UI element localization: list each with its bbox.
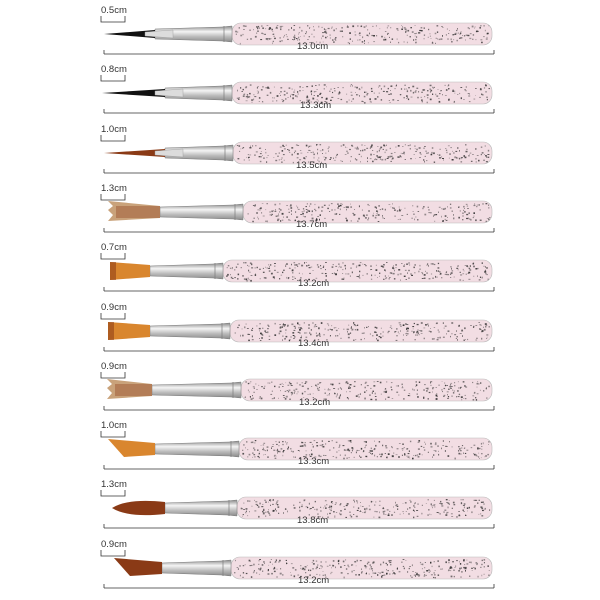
length-label: 13.2cm xyxy=(299,397,331,408)
metal-ferrule xyxy=(160,204,243,220)
glitter-handle xyxy=(241,379,492,401)
length-label: 13.7cm xyxy=(296,219,328,230)
brush-row xyxy=(0,184,600,244)
tip-bracket xyxy=(101,253,125,259)
brush-drawing xyxy=(0,421,600,481)
metal-ferrule xyxy=(150,323,230,339)
tip-size-label: 0.9cm xyxy=(101,539,127,550)
tip-bracket xyxy=(101,550,125,556)
brush-drawing xyxy=(0,480,600,540)
tip-size-label: 0.5cm xyxy=(101,5,127,16)
brush-bristles xyxy=(108,201,160,221)
tip-bracket xyxy=(101,16,125,22)
brush-drawing xyxy=(0,243,600,303)
brush-drawing xyxy=(0,6,600,66)
brush-drawing xyxy=(0,540,600,600)
metal-ferrule xyxy=(165,500,237,516)
brush-row xyxy=(0,480,600,540)
brush-drawing xyxy=(0,184,600,244)
length-label: 13.0cm xyxy=(297,41,329,52)
brush-bristles xyxy=(108,439,155,457)
brush-bristles xyxy=(104,30,173,38)
glitter-handle xyxy=(239,438,492,460)
tip-size-label: 1.0cm xyxy=(101,124,127,135)
brush-row xyxy=(0,125,600,185)
metal-ferrule xyxy=(162,560,231,576)
tip-size-label: 1.3cm xyxy=(101,479,127,490)
length-label: 13.2cm xyxy=(298,575,330,586)
brush-bristles xyxy=(107,379,152,399)
length-label: 13.3cm xyxy=(300,100,332,111)
length-label: 13.5cm xyxy=(296,160,328,171)
tip-size-label: 0.9cm xyxy=(101,302,127,313)
tip-size-label: 0.9cm xyxy=(101,361,127,372)
brush-row xyxy=(0,303,600,363)
glitter-handle xyxy=(230,320,492,342)
brush-row xyxy=(0,421,600,481)
length-label: 13.3cm xyxy=(298,456,330,467)
metal-ferrule xyxy=(150,263,223,279)
tip-bracket xyxy=(101,135,125,141)
tip-bracket xyxy=(101,313,125,319)
length-label: 13.8cm xyxy=(297,515,329,526)
tip-bracket xyxy=(101,431,125,437)
brush-drawing xyxy=(0,65,600,125)
brush-row xyxy=(0,540,600,600)
tip-size-label: 0.8cm xyxy=(101,64,127,75)
brush-bristles xyxy=(110,262,150,280)
glitter-handle xyxy=(243,201,492,223)
length-dimension-line xyxy=(104,109,494,113)
tip-bracket xyxy=(101,372,125,378)
glitter-handle xyxy=(232,23,492,45)
brush-bristles xyxy=(104,149,183,157)
brush-row xyxy=(0,362,600,422)
tip-bracket xyxy=(101,490,125,496)
tip-size-label: 1.3cm xyxy=(101,183,127,194)
length-label: 13.4cm xyxy=(298,338,330,349)
metal-ferrule xyxy=(152,382,241,398)
tip-size-label: 1.0cm xyxy=(101,420,127,431)
metal-ferrule xyxy=(155,441,239,457)
brush-row xyxy=(0,65,600,125)
brush-drawing xyxy=(0,362,600,422)
glitter-handle xyxy=(237,497,492,519)
tip-bracket xyxy=(101,75,125,81)
glitter-handle xyxy=(232,82,492,104)
brush-bristles xyxy=(102,89,183,97)
tip-size-label: 0.7cm xyxy=(101,242,127,253)
brush-drawing xyxy=(0,303,600,363)
glitter-handle xyxy=(231,557,492,579)
brush-bristles xyxy=(114,558,162,576)
brush-bristles xyxy=(112,501,165,515)
brush-row xyxy=(0,243,600,303)
tip-bracket xyxy=(101,194,125,200)
glitter-handle xyxy=(233,142,492,164)
brush-row xyxy=(0,6,600,66)
brush-drawing xyxy=(0,125,600,185)
glitter-handle xyxy=(223,260,492,282)
brush-bristles xyxy=(108,322,150,340)
length-label: 13.2cm xyxy=(298,278,330,289)
